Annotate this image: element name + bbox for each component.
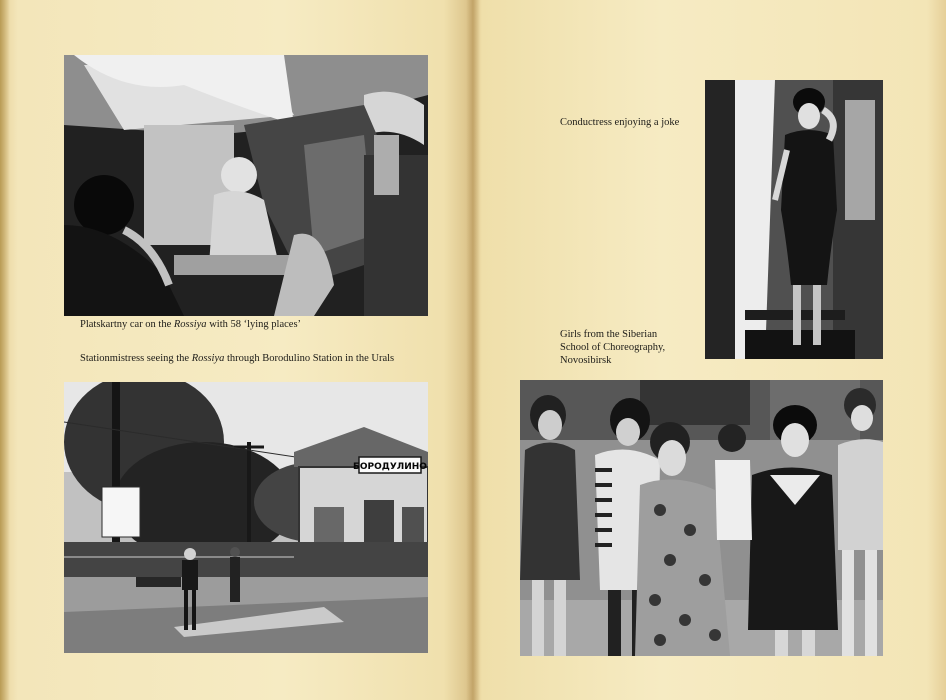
caption-text: with 58 ‘lying places’ [206, 319, 302, 330]
photo-platskartny-car [64, 55, 428, 316]
caption-text: through Borodulino Station in the Urals [224, 353, 395, 364]
station-name-sign: БОРОДУЛИНО [353, 462, 427, 472]
left-page [0, 0, 472, 700]
caption-italic-text: Rossiya [173, 319, 207, 330]
caption-choreography-girls [560, 328, 665, 367]
caption-line: School of Choreography, [560, 342, 666, 353]
caption-text: Stationmistress seeing the [80, 353, 192, 364]
photo-choreography-girls [520, 380, 883, 656]
caption-line: Novosibirsk [560, 355, 612, 366]
caption-line: Girls from the Siberian [560, 329, 658, 340]
book-gutter [466, 0, 480, 700]
photo-borodulino-station [64, 382, 428, 653]
page-edge [0, 0, 10, 700]
right-page [472, 0, 946, 700]
caption-conductress: Conductress enjoying a joke [560, 117, 680, 128]
photo-conductress [705, 80, 883, 359]
caption-platskartny-car [80, 318, 301, 331]
caption-text: Platskartny car on the [80, 319, 174, 330]
caption-italic-text: Rossiya [191, 353, 225, 364]
caption-stationmistress [80, 352, 394, 365]
